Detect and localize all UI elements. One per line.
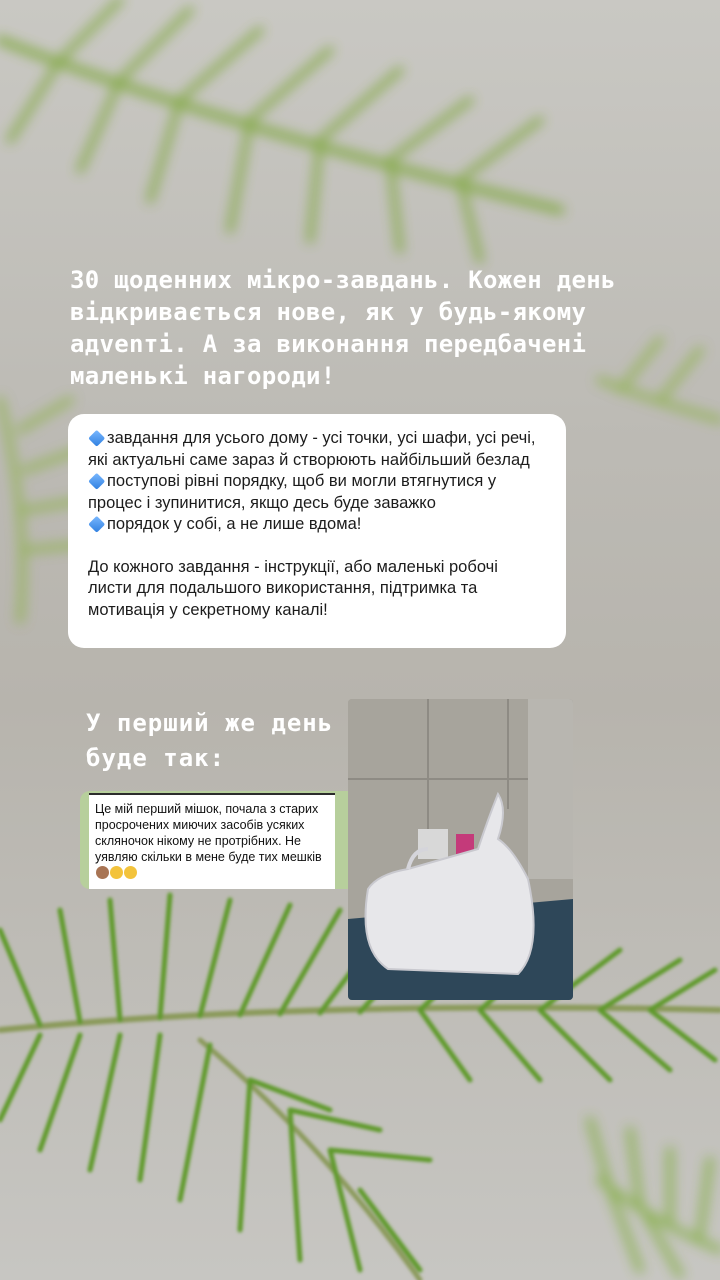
tears-of-joy-icon bbox=[124, 866, 137, 879]
chat-message-text: Це мій перший мішок, почала з старих просрочених миючих засобів усяких скляночок нікому не протрібних. Не уявляю скільки в мене буде тих мешків bbox=[95, 802, 322, 864]
tears-of-joy-icon bbox=[110, 866, 123, 879]
trash-bag-illustration bbox=[348, 699, 573, 1000]
blue-diamond-icon bbox=[88, 429, 105, 446]
trash-bag-photo bbox=[348, 699, 573, 1000]
bullet-item: порядок у собі, а не лише вдома! bbox=[88, 514, 546, 536]
info-card bbox=[68, 414, 566, 648]
bullet-item: завдання для усього дому - усі точки, усі шафи, усі речі, які актуальні саме зараз й створюють найбільший безлад bbox=[88, 429, 536, 469]
see-no-evil-monkey-icon bbox=[96, 866, 109, 879]
subheading-text: У перший же день буде так: bbox=[86, 709, 334, 772]
card-footer-text: До кожного завдання - інструкції, або маленькі робочі листи для подальшого використання, підтримка та мотивація у секретному каналі! bbox=[88, 557, 498, 619]
blue-diamond-icon bbox=[88, 515, 105, 532]
bullet-item: поступові рівні порядку, щоб ви могли втягнутися у процес і зупинитися, якщо десь буде заважко bbox=[88, 472, 497, 512]
blue-diamond-icon bbox=[88, 472, 105, 489]
chat-message-bubble bbox=[89, 793, 335, 889]
headline-text: 30 щоденних мікро-завдань. Кожен день відкривається нове, як у будь-якому адvenті. А за виконання передбачені маленькі нагороди! bbox=[70, 266, 616, 390]
